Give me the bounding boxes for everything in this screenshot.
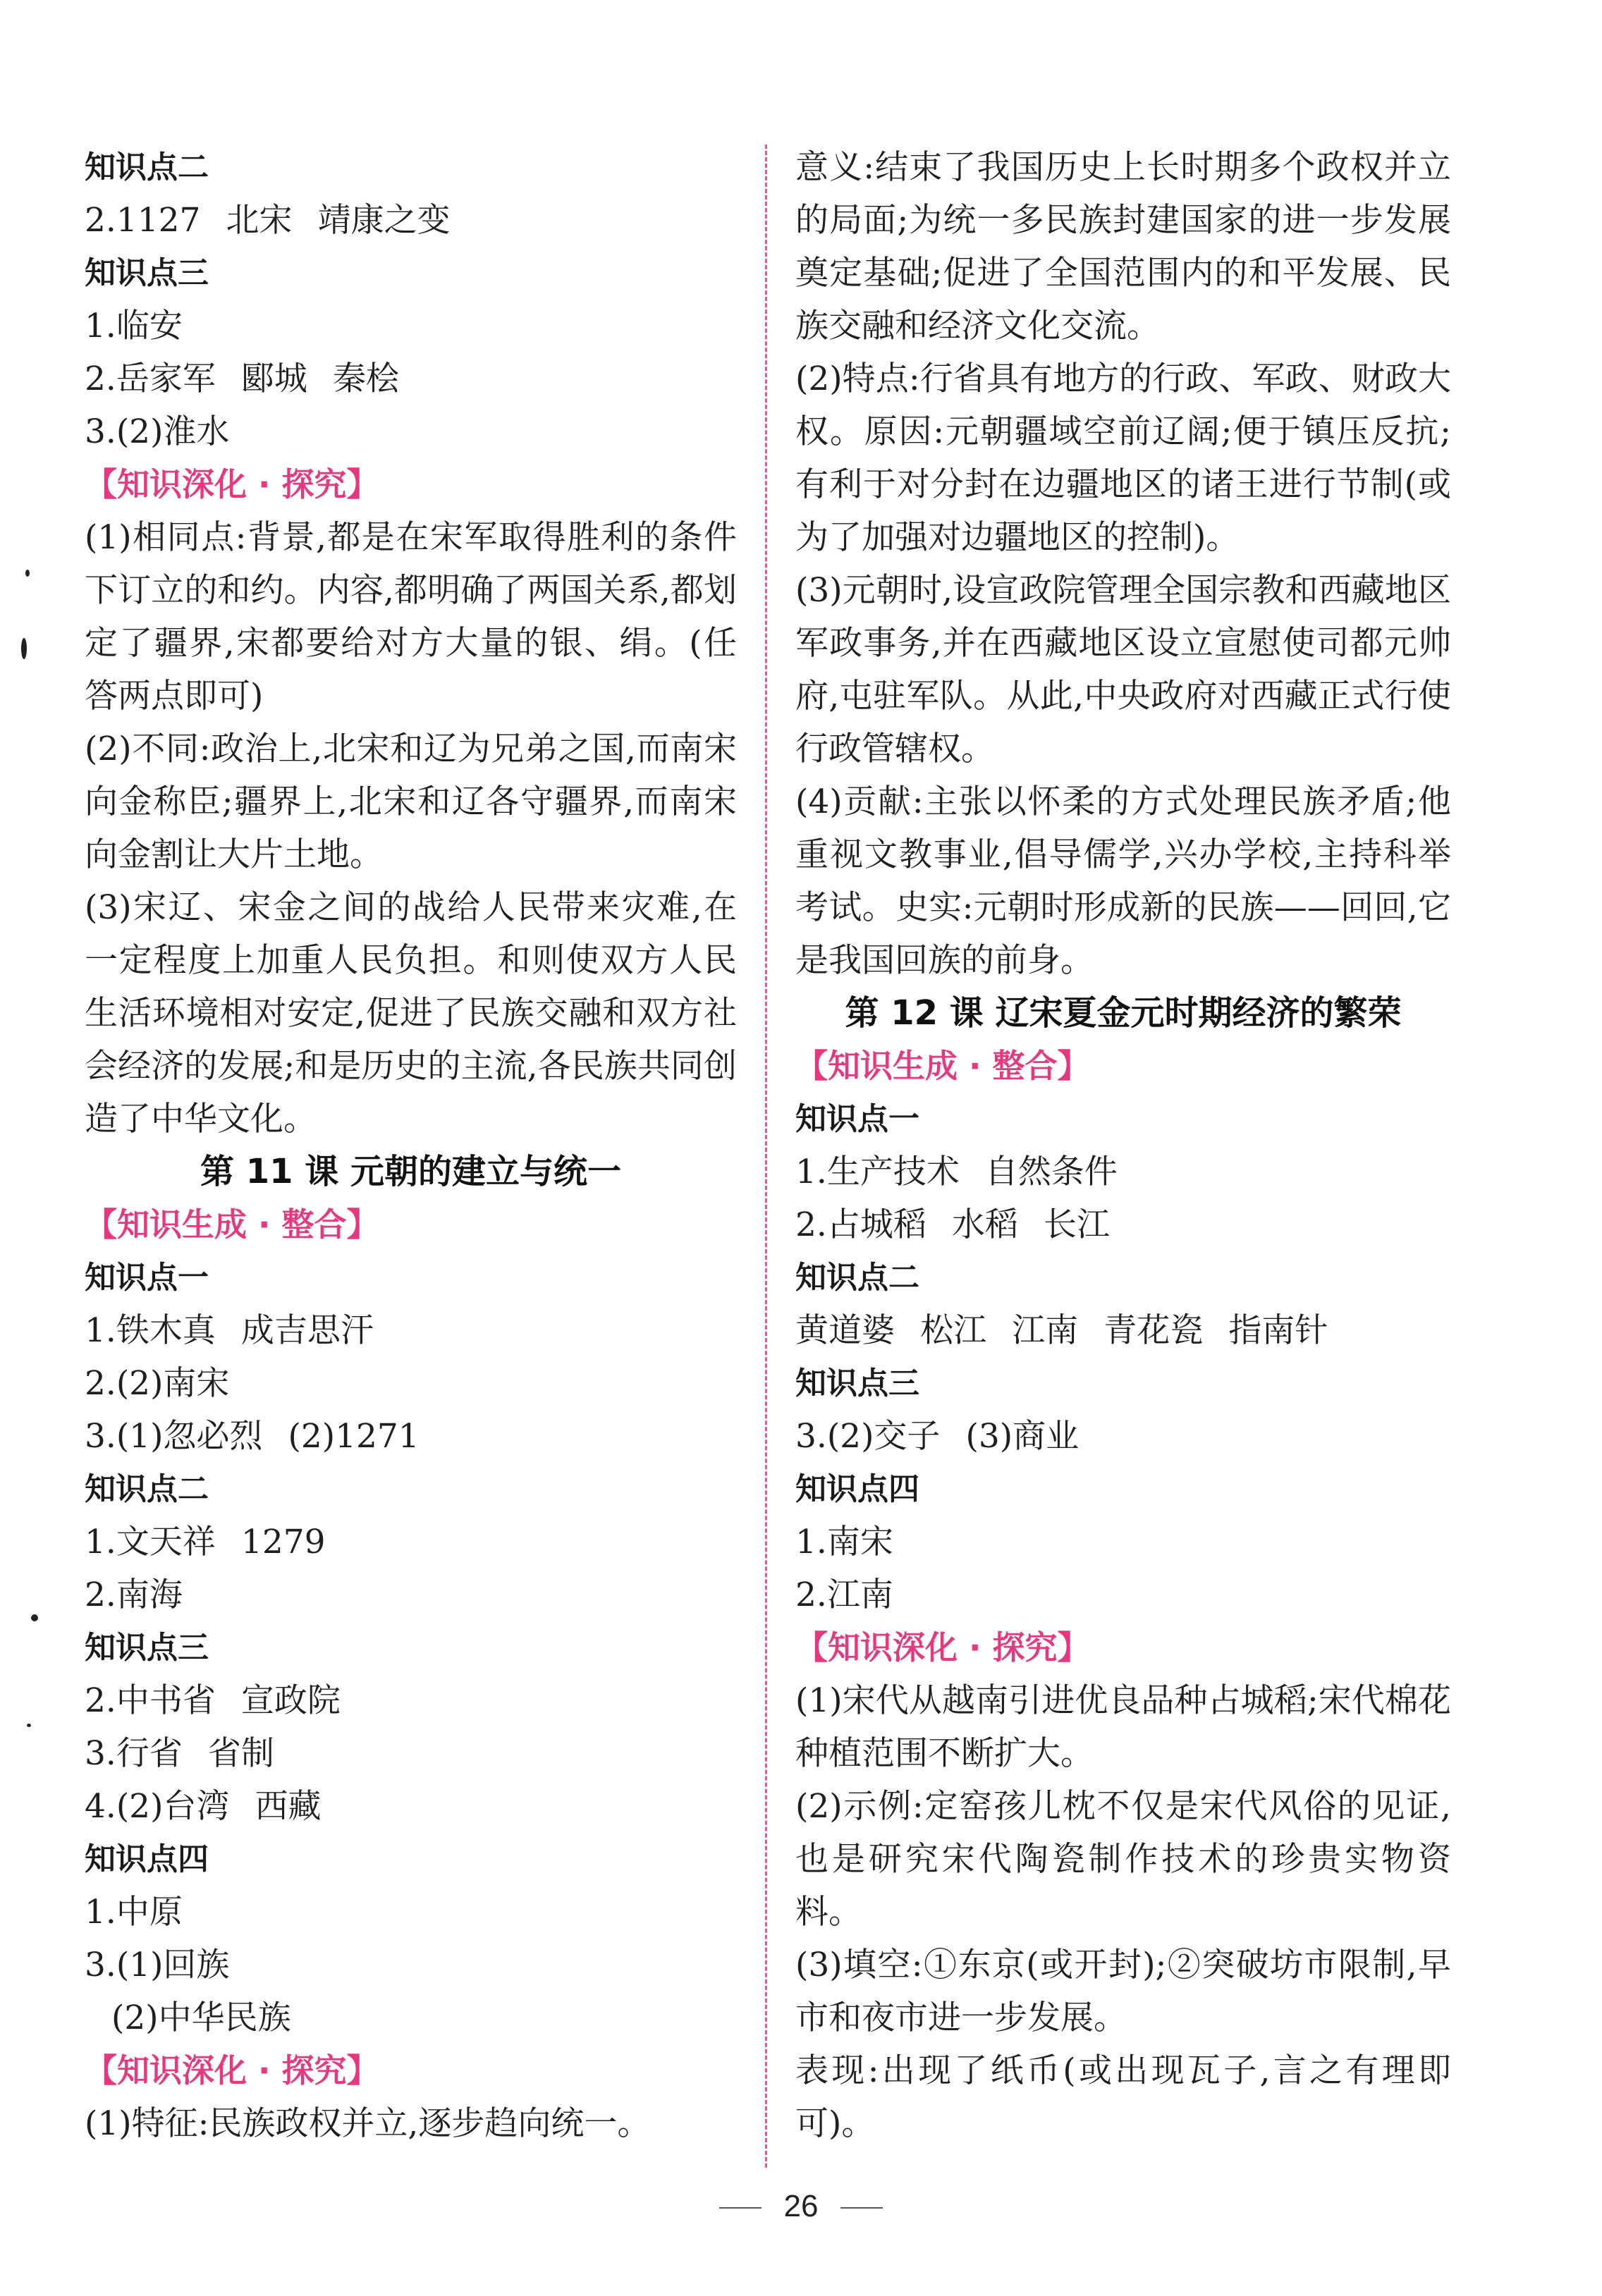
section-title-deepen: 【知识深化 · 探究】 — [85, 465, 379, 503]
answer-line: 2.占城稻 水稻 长江 — [795, 1205, 1111, 1244]
answer-line: (2)中华民族 — [111, 1999, 291, 2037]
knowledge-point-title: 知识点二 — [85, 149, 209, 185]
knowledge-point-title: 知识点三 — [795, 1365, 919, 1401]
answer-line: 2.南海 — [85, 1576, 183, 1614]
answer-line: 1.中原 — [85, 1893, 183, 1932]
answer-line: 3.(1)忽必烈 (2)1271 — [85, 1417, 420, 1456]
knowledge-point-title: 知识点二 — [85, 1471, 209, 1507]
answer-line: 1.文天祥 1279 — [85, 1523, 326, 1561]
knowledge-point-title: 知识点三 — [85, 1630, 209, 1666]
knowledge-point-title: 知识点二 — [795, 1260, 919, 1296]
answer-line: 2.1127 北宋 靖康之变 — [85, 201, 451, 240]
knowledge-point-title: 知识点四 — [795, 1471, 919, 1507]
column-divider — [765, 145, 767, 2168]
section-title-deepen: 【知识深化 · 探究】 — [795, 1628, 1090, 1666]
answer-line: 黄道婆 松江 江南 青花瓷 指南针 — [795, 1311, 1328, 1350]
section-title-generate: 【知识生成 · 整合】 — [85, 1205, 379, 1244]
right-column — [795, 141, 1451, 2150]
answer-paragraph: (2)不同:政治上,北宋和辽为兄弟之国,而南宋向金称臣;疆界上,北宋和辽各守疆界,而南宋向金割让大片土地。 — [85, 730, 737, 874]
answer-paragraph: (4)贡献:主张以怀柔的方式处理民族矛盾;他重视文教事业,倡导儒学,兴办学校,主持科举考试。史实:元朝时形成新的民族——回回,它是我国回族的前身。 — [795, 782, 1451, 980]
answer-paragraph: (3)填空:①东京(或开封);②突破坊市限制,早市和夜市进一步发展。 — [795, 1946, 1451, 2037]
answer-line: 3.行省 省制 — [85, 1734, 274, 1773]
answer-line: (1)特征:民族政权并立,逐步趋向统一。 — [85, 2104, 651, 2143]
answer-line: 4.(2)台湾 西藏 — [85, 1787, 322, 1826]
answer-line: 3.(2)淮水 — [85, 412, 230, 451]
page-number-dash-left — [719, 2207, 762, 2209]
page-number-dash-right — [840, 2207, 883, 2209]
answer-line: 3.(1)回族 — [85, 1946, 230, 1984]
answer-paragraph: (3)元朝时,设宣政院管理全国宗教和西藏地区军政事务,并在西藏地区设立宣慰使司都元帅府,屯驻军队。从此,中央政府对西藏正式行使行政管辖权。 — [795, 571, 1451, 768]
answer-paragraph: (2)示例:定窑孩儿枕不仅是宋代风俗的见证,也是研究宋代陶瓷制作技术的珍贵实物资料。 — [795, 1787, 1451, 1932]
knowledge-point-title: 知识点三 — [85, 255, 209, 291]
page-number-value: 26 — [783, 2189, 819, 2223]
answer-paragraph: 意义:结束了我国历史上长时期多个政权并立的局面;为统一多民族封建国家的进一步发展奠定基础;促进了全国范围内的和平发展、民族交融和经济文化交流。 — [795, 148, 1451, 345]
answer-paragraph: (2)特点:行省具有地方的行政、军政、财政大权。原因:元朝疆域空前辽阔;便于镇压反抗;有利于对分封在边疆地区的诸王进行节制(或为了加强对边疆地区的控制)。 — [795, 360, 1451, 557]
answer-line: 2.中书省 宣政院 — [85, 1681, 341, 1720]
answer-paragraph: (1)宋代从越南引进优良品种占城稻;宋代棉花种植范围不断扩大。 — [795, 1681, 1451, 1773]
page-number — [0, 2189, 1602, 2224]
section-title-generate: 【知识生成 · 整合】 — [795, 1047, 1090, 1085]
answer-paragraph: (1)相同点:背景,都是在宋军取得胜利的条件下订立的和约。内容,都明确了两国关系,都划定了疆界,宋都要给对方大量的银、绢。(任答两点即可) — [85, 518, 737, 716]
answer-line: 1.临安 — [85, 307, 183, 345]
answer-line: 3.(2)交子 (3)商业 — [795, 1417, 1080, 1456]
margin-speck — [27, 1724, 31, 1727]
knowledge-point-title: 知识点四 — [85, 1841, 209, 1877]
answer-line: 1.生产技术 自然条件 — [795, 1153, 1118, 1191]
margin-speck — [21, 638, 27, 659]
answer-line: 2.江南 — [795, 1576, 893, 1614]
answer-paragraph: 表现:出现了纸币(或出现瓦子,言之有理即可)。 — [795, 2051, 1451, 2143]
lesson-12-title: 第 12 课 辽宋夏金元时期经济的繁荣 — [845, 993, 1402, 1033]
section-title-deepen: 【知识深化 · 探究】 — [85, 2051, 379, 2089]
answer-line: 2.岳家军 郾城 秦桧 — [85, 360, 400, 398]
answer-paragraph: (3)宋辽、宋金之间的战给人民带来灾难,在一定程度上加重人民负担。和则使双方人民生活环境相对安定,促进了民族交融和双方社会经济的发展;和是历史的主流,各民族共同创造了中华文化。 — [85, 888, 737, 1138]
answer-line: 1.铁木真 成吉思汗 — [85, 1311, 374, 1350]
answer-line: 2.(2)南宋 — [85, 1364, 230, 1403]
lesson-11-title: 第 11 课 元朝的建立与统一 — [200, 1152, 621, 1191]
margin-speck — [25, 570, 30, 577]
knowledge-point-title: 知识点一 — [795, 1101, 919, 1137]
left-column — [85, 141, 737, 2150]
margin-speck — [31, 1614, 38, 1621]
answer-line: 1.南宋 — [795, 1523, 893, 1561]
knowledge-point-title: 知识点一 — [85, 1260, 209, 1296]
